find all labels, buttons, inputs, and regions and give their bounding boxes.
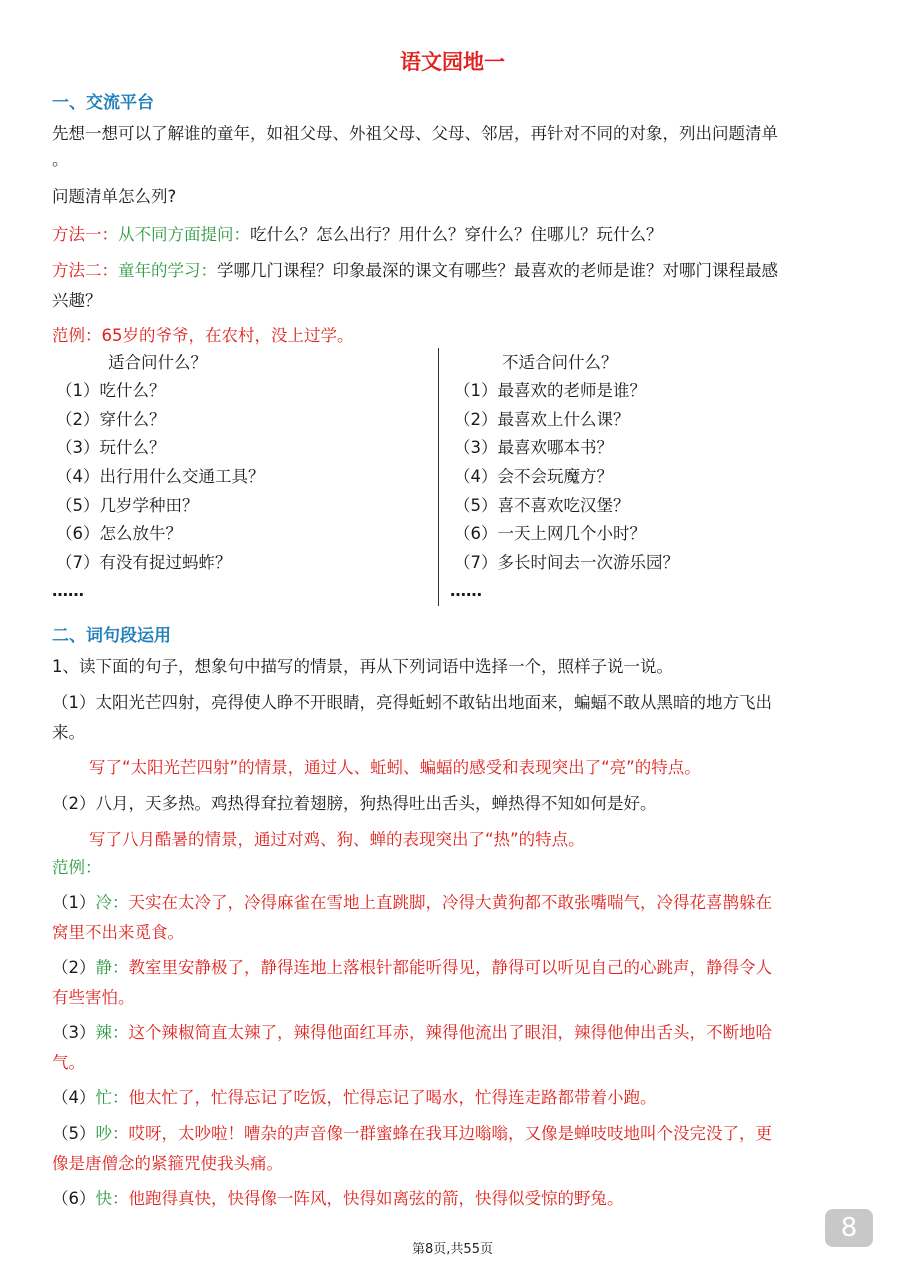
- sentence2: （2）八月，天多热。鸡热得耷拉着翅膀，狗热得吐出舌头，蝉热得不知如何是好。: [52, 794, 657, 813]
- example-num: （1）: [52, 893, 96, 912]
- example-text: 这个辣椒简直太辣了，辣得他面红耳赤，辣得他流出了眼泪，辣得他伸出舌头，不断地哈: [128, 1023, 772, 1042]
- section1-intro: [52, 119, 857, 175]
- unsuitable-column: [450, 348, 830, 606]
- sentence1: [52, 688, 857, 748]
- example-num: （2）: [52, 958, 96, 977]
- unsuitable-item: （5）喜不喜欢吃汉堡？: [454, 495, 630, 515]
- example-text-cont: 像是唐僧念的紧箍咒使我头痛。: [52, 1154, 283, 1173]
- example-word: 冷：: [95, 893, 129, 912]
- example-word: 忙：: [95, 1088, 129, 1107]
- method1-sub: 从不同方面提问：: [118, 225, 250, 244]
- example-item: [52, 1184, 857, 1214]
- column-divider: [438, 348, 439, 606]
- section1-heading: 一、交流平台: [52, 93, 154, 113]
- unsuitable-item: （6）一天上网几个小时？: [454, 524, 646, 544]
- example-text: 他太忙了，忙得忘记了吃饭，忙得忘记了喝水，忙得连走路都带着小跑。: [128, 1088, 657, 1107]
- suitable-item: （6）怎么放牛？: [56, 524, 182, 544]
- intro-line-2: 。: [52, 150, 69, 169]
- example-word: 吵：: [95, 1124, 129, 1143]
- example-item: [52, 1018, 857, 1078]
- example-word: 快：: [95, 1189, 129, 1208]
- sentence1-line-1: （1）太阳光芒四射，亮得使人睁不开眼睛，亮得蚯蚓不敢钻出地面来，蝙蝠不敢从黑暗的地方飞出: [52, 693, 772, 712]
- example-item: [52, 953, 857, 1013]
- example-text: 他跑得真快，快得像一阵风，快得如离弦的箭，快得似受惊的野兔。: [128, 1189, 624, 1208]
- example-num: （3）: [52, 1023, 96, 1042]
- unsuitable-item: （2）最喜欢上什么课？: [454, 409, 630, 429]
- example-text: 天实在太冷了，冷得麻雀在雪地上直跳脚，冷得大黄狗都不敢张嘴喘气，冷得花喜鹊躲在: [128, 893, 772, 912]
- suitable-item: （3）玩什么？: [56, 438, 166, 458]
- suitable-item: （4）出行用什么交通工具？: [56, 467, 265, 487]
- example-word: 辣：: [95, 1023, 129, 1042]
- unsuitable-item: （4）会不会玩魔方？: [454, 467, 613, 487]
- question-table: [52, 348, 857, 606]
- method2-line-1: [52, 256, 857, 286]
- method1-line: [52, 220, 857, 250]
- method1-label: 方法一：: [52, 225, 118, 244]
- unsuitable-item: （1）最喜欢的老师是谁？: [454, 381, 646, 400]
- example-line: 范例：65岁的爷爷，在农村，没上过学。: [52, 326, 354, 345]
- suitable-item: （5）几岁学种田？: [56, 495, 199, 515]
- example-text-cont: 窝里不出来觅食。: [52, 923, 184, 942]
- example-text: 教室里安静极了，静得连地上落根针都能听得见，静得可以听见自己的心跳声，静得令人: [128, 958, 772, 977]
- page-footer: 第8页,共55页: [412, 1242, 493, 1257]
- example-text-cont: 有些害怕。: [52, 988, 135, 1007]
- sentence2-note: 写了八月酷暑的情景，通过对鸡、狗、蝉的表现突出了“热”的特点。: [89, 830, 585, 849]
- unsuitable-title: 不适合问什么？: [502, 353, 618, 372]
- page-title: 语文园地一: [400, 50, 505, 74]
- example-item: [52, 888, 857, 948]
- section2-heading: 二、词句段运用: [52, 626, 171, 646]
- example-num: （4）: [52, 1088, 96, 1107]
- example-text: 哎呀，太吵啦！嘈杂的声音像一群蜜蜂在我耳边嗡嗡，又像是蝉吱吱地叫个没完没了，更: [128, 1124, 772, 1143]
- method2-line-2: 兴趣？: [52, 291, 102, 310]
- sentence1-note: 写了“太阳光芒四射”的情景，通过人、蚯蚓、蝙蝠的感受和表现突出了“亮”的特点。: [89, 758, 701, 777]
- method2-sub: 童年的学习：: [118, 261, 217, 280]
- suitable-item: （7）有没有捉过蚂蚱？: [56, 553, 232, 573]
- suitable-item: （2）穿什么？: [56, 409, 166, 429]
- unsuitable-more: ……: [450, 580, 482, 600]
- example-word: 静：: [95, 958, 129, 977]
- example-num: （5）: [52, 1124, 96, 1143]
- method2-text: 学哪几门课程？印象最深的课文有哪些？最喜欢的老师是谁？对哪门课程最感: [217, 261, 778, 280]
- example-item: [52, 1083, 857, 1113]
- method2-label: 方法二：: [52, 261, 118, 280]
- section2-task: 1、读下面的句子，想象句中描写的情景，再从下列词语中选择一个，照样子说一说。: [52, 657, 673, 676]
- unsuitable-item: （7）多长时间去一次游乐园？: [454, 553, 679, 573]
- sentence1-line-2: 来。: [52, 723, 85, 742]
- method1-text: 吃什么？怎么出行？用什么？穿什么？住哪儿？玩什么？: [250, 225, 663, 244]
- question-line: 问题清单怎么列?: [52, 187, 177, 206]
- suitable-more: ……: [52, 580, 84, 600]
- suitable-item: （1）吃什么？: [56, 381, 166, 400]
- page-number-badge: 8: [825, 1209, 873, 1247]
- suitable-title: 适合问什么？: [108, 353, 207, 372]
- example-item: [52, 1119, 857, 1179]
- unsuitable-item: （3）最喜欢哪本书？: [454, 438, 613, 458]
- example-num: （6）: [52, 1189, 96, 1208]
- suitable-column: [52, 348, 432, 606]
- example-text-cont: 气。: [52, 1053, 85, 1072]
- intro-line-1: 先想一想可以了解谁的童年，如祖父母、外祖父母、父母、邻居，再针对不同的对象，列出问题清单: [52, 124, 778, 143]
- method2-block: [52, 256, 857, 316]
- examples-label: 范例：: [52, 858, 102, 877]
